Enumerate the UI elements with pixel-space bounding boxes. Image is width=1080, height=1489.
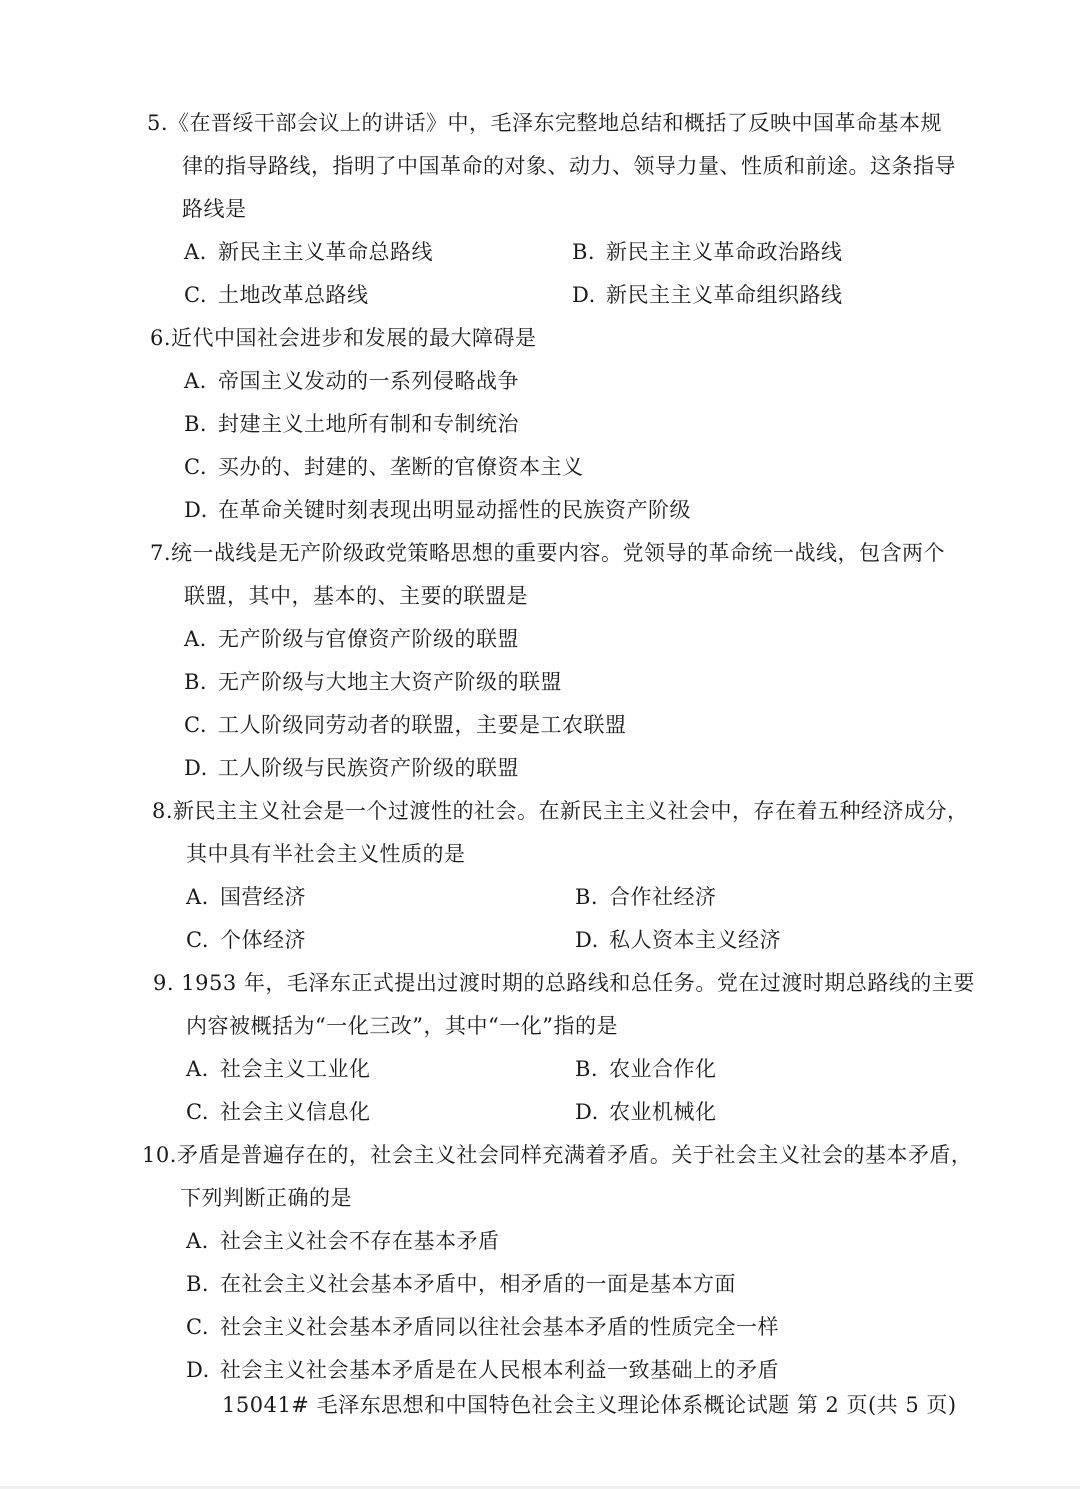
- question-6-option-a: [184, 366, 519, 396]
- question-8-option-b: [575, 882, 717, 912]
- question-number: 8.: [152, 799, 174, 823]
- option-text: 在革命关键时刻表现出明显动摇性的民族资产阶级: [218, 498, 691, 522]
- question-number: 10.: [142, 1143, 177, 1167]
- option-letter: C.: [186, 1100, 209, 1124]
- question-10-option-d: [186, 1355, 779, 1385]
- option-text: 社会主义信息化: [220, 1100, 371, 1124]
- option-text: 农业机械化: [609, 1100, 717, 1124]
- option-text: 农业合作化: [609, 1057, 717, 1081]
- question-8-line-1: [152, 796, 969, 826]
- option-text: 社会主义社会不存在基本矛盾: [220, 1229, 500, 1253]
- option-letter: A.: [184, 627, 207, 651]
- question-5-option-d: [572, 280, 843, 310]
- question-number: 5.: [147, 111, 169, 135]
- option-letter: B.: [575, 885, 599, 909]
- question-10-line-1: [142, 1140, 972, 1170]
- option-text: 土地改革总路线: [218, 283, 369, 307]
- question-10-option-a: [186, 1226, 500, 1256]
- option-text: 新民主主义革命组织路线: [606, 283, 843, 307]
- question-6-option-b: [184, 409, 519, 439]
- option-text: 在社会主义社会基本矛盾中，相矛盾的一面是基本方面: [220, 1272, 736, 1296]
- question-5-line-1: [147, 108, 942, 138]
- option-letter: D.: [184, 498, 208, 522]
- option-letter: B.: [184, 412, 208, 436]
- option-letter: C.: [184, 455, 207, 479]
- page-footer: 15041# 毛泽东思想和中国特色社会主义理论体系概论试题 第 2 页(共 5 页): [222, 1393, 957, 1417]
- option-letter: D.: [186, 1358, 210, 1382]
- option-letter: A.: [184, 240, 207, 264]
- question-9-option-d: [575, 1097, 717, 1127]
- option-text: 合作社经济: [609, 885, 717, 909]
- option-text: 社会主义社会基本矛盾是在人民根本利益一致基础上的矛盾: [220, 1358, 779, 1382]
- option-text: 无产阶级与官僚资产阶级的联盟: [218, 627, 519, 651]
- question-10-line-2: 下列判断正确的是: [180, 1186, 352, 1210]
- question-text: 近代中国社会进步和发展的最大障碍是: [171, 326, 537, 350]
- option-text: 私人资本主义经济: [609, 928, 781, 952]
- question-10-option-b: [186, 1269, 736, 1299]
- option-letter: A.: [184, 369, 207, 393]
- question-8-line-2: 其中具有半社会主义性质的是: [186, 842, 466, 866]
- question-9-option-b: [575, 1054, 717, 1084]
- question-text: 统一战线是无产阶级政党策略思想的重要内容。党领导的革命统一战线，包含两个: [171, 541, 946, 565]
- option-letter: C.: [186, 928, 209, 952]
- option-letter: D.: [575, 1100, 599, 1124]
- question-6-option-c: [184, 452, 584, 482]
- option-letter: B.: [184, 670, 208, 694]
- question-8-option-a: [186, 882, 306, 912]
- question-7-line-1: [150, 538, 945, 568]
- option-text: 新民主主义革命政治路线: [606, 240, 843, 264]
- option-letter: C.: [186, 1315, 209, 1339]
- option-letter: B.: [186, 1272, 210, 1296]
- option-text: 帝国主义发动的一系列侵略战争: [218, 369, 519, 393]
- question-6-line-1: [150, 323, 537, 353]
- option-letter: B.: [572, 240, 596, 264]
- question-5-option-a: [184, 237, 433, 267]
- option-letter: D.: [184, 756, 208, 780]
- question-8-option-c: [186, 925, 306, 955]
- option-text: 工人阶级与民族资产阶级的联盟: [218, 756, 519, 780]
- question-text: 《在晋绥干部会议上的讲话》中，毛泽东完整地总结和概括了反映中国革命基本规: [168, 111, 943, 135]
- option-letter: C.: [184, 283, 207, 307]
- option-letter: A.: [186, 885, 209, 909]
- option-letter: D.: [572, 283, 596, 307]
- question-9-line-2: 内容被概括为“一化三改”，其中“一化”指的是: [186, 1014, 618, 1038]
- option-letter: C.: [184, 713, 207, 737]
- question-text: 新民主主义社会是一个过渡性的社会。在新民主主义社会中，存在着五种经济成分，: [173, 799, 969, 823]
- question-5-line-2: 律的指导路线，指明了中国革命的对象、动力、领导力量、性质和前途。这条指导: [182, 154, 956, 178]
- option-letter: A.: [186, 1229, 209, 1253]
- question-7-line-2: 联盟，其中，基本的、主要的联盟是: [184, 584, 528, 608]
- question-10-option-c: [186, 1312, 779, 1342]
- question-8-option-d: [575, 925, 781, 955]
- question-number: 6.: [150, 326, 172, 350]
- question-7-option-a: [184, 624, 519, 654]
- option-text: 买办的、封建的、垄断的官僚资本主义: [218, 455, 584, 479]
- question-number: 7.: [150, 541, 172, 565]
- option-text: 社会主义社会基本矛盾同以往社会基本矛盾的性质完全一样: [220, 1315, 779, 1339]
- question-9-option-a: [186, 1054, 371, 1084]
- option-text: 工人阶级同劳动者的联盟，主要是工农联盟: [218, 713, 627, 737]
- question-7-option-b: [184, 667, 562, 697]
- option-text: 国营经济: [220, 885, 306, 909]
- question-9-option-c: [186, 1097, 371, 1127]
- option-text: 个体经济: [220, 928, 306, 952]
- question-text: 矛盾是普遍存在的，社会主义社会同样充满着矛盾。关于社会主义社会的基本矛盾，: [176, 1143, 973, 1167]
- option-letter: D.: [575, 928, 599, 952]
- option-text: 新民主主义革命总路线: [218, 240, 433, 264]
- question-5-option-c: [184, 280, 369, 310]
- option-text: 无产阶级与大地主大资产阶级的联盟: [218, 670, 562, 694]
- question-5-option-b: [572, 237, 843, 267]
- option-letter: A.: [186, 1057, 209, 1081]
- question-7-option-d: [184, 753, 519, 783]
- question-7-option-c: [184, 710, 627, 740]
- question-text: 1953 年，毛泽东正式提出过渡时期的总路线和总任务。党在过渡时期总路线的主要: [181, 971, 975, 995]
- option-text: 封建主义土地所有制和专制统治: [218, 412, 519, 436]
- question-6-option-d: [184, 495, 691, 525]
- option-letter: B.: [575, 1057, 599, 1081]
- question-5-line-3: 路线是: [182, 197, 247, 221]
- question-9-line-1: [153, 968, 975, 998]
- option-text: 社会主义工业化: [220, 1057, 371, 1081]
- question-number: 9.: [153, 971, 175, 995]
